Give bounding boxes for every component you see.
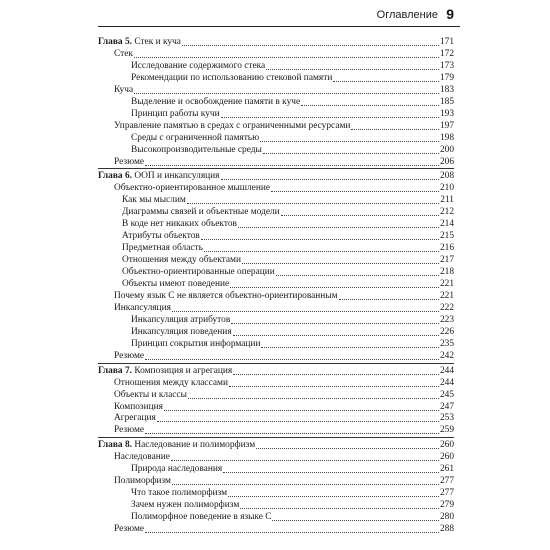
dot-leader xyxy=(263,144,439,154)
entry-page: 172 xyxy=(439,48,454,59)
dot-leader xyxy=(228,487,439,497)
subsection-entry xyxy=(122,194,454,206)
subsection-entry xyxy=(122,254,454,266)
subsection-entry xyxy=(131,96,454,108)
subsection-entry xyxy=(131,144,454,156)
dot-leader xyxy=(261,338,438,348)
entry-title: Объектно-ориентированное мышление xyxy=(114,183,271,194)
entry-title: Зачем нужен полиморфизм xyxy=(131,500,240,511)
entry-title: Резюме xyxy=(114,425,145,436)
entry-title: Объектно-ориентированные операции xyxy=(122,267,275,278)
entry-title: Куча xyxy=(114,84,134,95)
entry-page: 185 xyxy=(439,96,454,107)
entry-page: 211 xyxy=(440,195,454,206)
chapter-entry xyxy=(98,170,454,182)
subsection-entry xyxy=(131,132,454,144)
entry-title: Глава 8. Наследование и полиморфизм xyxy=(98,440,256,451)
section-entry xyxy=(114,475,454,487)
dot-leader xyxy=(157,412,439,422)
dot-leader xyxy=(266,60,439,70)
entry-title: Среды с ограниченной памятью xyxy=(131,132,260,143)
section-entry xyxy=(114,302,454,314)
entry-title: Инкапсуляция поведения xyxy=(131,326,232,337)
subsection-entry xyxy=(122,218,454,230)
subsection-entry xyxy=(122,242,454,254)
entry-page: 259 xyxy=(439,425,454,436)
entry-title: Управление памятью в средах с ограниченными ресурсами xyxy=(114,120,351,131)
entry-page: 226 xyxy=(439,326,454,337)
section-entry xyxy=(114,48,454,60)
entry-title: Рекомендации по использованию стековой памяти xyxy=(131,72,333,83)
entry-title: Атрибуты объектов xyxy=(122,231,200,242)
entry-title: Глава 6. ООП и инкапсуляция xyxy=(98,171,220,182)
entry-page: 218 xyxy=(439,267,454,278)
entry-page: 193 xyxy=(439,108,454,119)
entry-page: 206 xyxy=(439,156,454,167)
entry-title: Отношения между классами xyxy=(114,377,228,388)
section-entry xyxy=(114,182,454,194)
entry-title: Наследование xyxy=(114,452,170,463)
entry-title: Глава 7. Композиция и агрегация xyxy=(98,365,233,376)
dot-leader xyxy=(233,365,439,375)
subsection-entry xyxy=(131,463,454,475)
chapter-entry xyxy=(98,439,454,451)
entry-page: 183 xyxy=(439,84,454,95)
dot-leader xyxy=(134,48,439,58)
entry-page: 208 xyxy=(439,171,454,182)
subsection-entry xyxy=(131,326,454,338)
dot-leader xyxy=(281,206,439,216)
subsection-entry xyxy=(131,487,454,499)
entry-title: Исследование содержимого стека xyxy=(131,60,266,71)
dot-leader xyxy=(204,242,439,252)
section-entry xyxy=(114,156,454,168)
dot-leader xyxy=(221,170,439,180)
dot-leader xyxy=(272,511,438,521)
dot-leader xyxy=(242,254,439,264)
dot-leader xyxy=(172,302,439,312)
dot-leader xyxy=(276,266,439,276)
entry-page: 217 xyxy=(439,255,454,266)
dot-leader xyxy=(145,523,439,533)
section-entry xyxy=(114,290,454,302)
entry-page: 288 xyxy=(439,524,454,534)
entry-page: 242 xyxy=(439,350,454,361)
subsection-entry xyxy=(131,60,454,72)
entry-title: Инкапсуляция атрибутов xyxy=(131,314,231,325)
entry-title: Почему язык C не является объектно-ориентированным xyxy=(114,290,338,301)
entry-title: Резюме xyxy=(114,350,145,361)
entry-page: 280 xyxy=(439,512,454,523)
entry-page: 221 xyxy=(439,279,454,289)
dot-leader xyxy=(145,424,439,434)
dot-leader xyxy=(164,401,439,411)
entry-title: Принцип сокрытия информации xyxy=(131,338,261,349)
dot-leader xyxy=(301,96,439,106)
section-entry xyxy=(114,451,454,463)
dot-leader xyxy=(333,72,439,82)
subsection-entry xyxy=(131,314,454,326)
dot-leader xyxy=(134,84,439,94)
chapter-divider xyxy=(98,168,454,169)
dot-leader xyxy=(188,389,439,399)
section-entry xyxy=(114,120,454,132)
subsection-entry xyxy=(131,72,454,84)
chapter-divider xyxy=(98,437,454,438)
entry-page: 235 xyxy=(439,338,454,349)
entry-title: Выделение и освобождение памяти в куче xyxy=(131,96,301,107)
entry-title: Что такое полиморфизм xyxy=(131,488,228,499)
entry-page: 244 xyxy=(439,365,454,376)
entry-page: 247 xyxy=(439,401,454,412)
entry-page: 277 xyxy=(439,488,454,499)
entry-page: 244 xyxy=(439,377,454,388)
header-title: Оглавление xyxy=(376,9,438,21)
dot-leader xyxy=(256,439,439,449)
entry-title: Объекты и классы xyxy=(114,389,187,400)
subsection-entry xyxy=(131,499,454,511)
dot-leader xyxy=(171,451,439,461)
entry-page: 223 xyxy=(439,314,454,325)
entry-page: 171 xyxy=(439,37,454,47)
dot-leader xyxy=(223,463,439,473)
entry-title: Диаграммы связей и объектные модели xyxy=(122,207,280,218)
running-header xyxy=(98,0,460,27)
entry-page: 260 xyxy=(439,452,454,463)
section-entry xyxy=(114,350,454,362)
chapter-entry xyxy=(98,365,454,377)
entry-title: Агрегация xyxy=(114,413,156,424)
entry-title: Инкапсуляция xyxy=(114,302,171,313)
dot-leader xyxy=(233,326,439,336)
subsection-entry xyxy=(122,266,454,278)
dot-leader xyxy=(271,182,439,192)
dot-leader xyxy=(145,350,439,360)
entry-title: В коде нет никаких объектов xyxy=(122,219,237,230)
entry-page: 221 xyxy=(439,290,454,301)
chapter-entry xyxy=(98,36,454,48)
section-entry xyxy=(114,523,454,535)
dot-leader xyxy=(339,290,439,300)
entry-title: Глава 5. Стек и куча xyxy=(98,37,181,47)
page-number: 9 xyxy=(446,6,454,22)
dot-leader xyxy=(351,120,439,130)
entry-page: 253 xyxy=(439,413,454,424)
subsection-entry xyxy=(131,108,454,120)
entry-page: 173 xyxy=(439,60,454,71)
section-entry xyxy=(114,424,454,436)
entry-page: 200 xyxy=(439,144,454,155)
subsection-entry xyxy=(122,206,454,218)
entry-title: Принцип работы кучи xyxy=(131,108,220,119)
entry-page: 222 xyxy=(439,302,454,313)
dot-leader xyxy=(231,314,439,324)
entry-title: Высокопроизводительные среды xyxy=(131,144,262,155)
entry-page: 279 xyxy=(439,500,454,511)
entry-title: Полиморфное поведение в языке C xyxy=(131,512,272,523)
dot-leader xyxy=(260,132,439,142)
dot-leader xyxy=(230,278,439,288)
dot-leader xyxy=(240,499,439,509)
entry-page: 245 xyxy=(439,389,454,400)
entry-title: Резюме xyxy=(114,524,145,534)
entry-page: 179 xyxy=(439,72,454,83)
entry-title: Как мы мыслим xyxy=(122,195,186,206)
entry-title: Резюме xyxy=(114,156,145,167)
entry-title: Композиция xyxy=(114,401,163,412)
section-entry xyxy=(114,401,454,413)
entry-title: Полиморфизм xyxy=(114,476,171,487)
dot-leader xyxy=(229,377,439,387)
section-entry xyxy=(114,84,454,96)
section-entry xyxy=(114,412,454,424)
entry-page: 215 xyxy=(439,231,454,242)
entry-page: 277 xyxy=(439,476,454,487)
entry-title: Объекты имеют поведение xyxy=(122,279,230,289)
entry-page: 261 xyxy=(439,464,454,475)
dot-leader xyxy=(145,156,439,166)
dot-leader xyxy=(238,218,439,228)
entry-page: 198 xyxy=(439,132,454,143)
entry-page: 197 xyxy=(439,120,454,131)
entry-title: Стек xyxy=(114,48,133,59)
dot-leader xyxy=(221,108,439,118)
entry-title: Предметная область xyxy=(122,243,203,254)
dot-leader xyxy=(172,475,439,485)
dot-leader xyxy=(182,36,439,46)
entry-page: 216 xyxy=(439,243,454,254)
subsection-entry xyxy=(131,338,454,350)
entry-page: 212 xyxy=(439,207,454,218)
section-entry xyxy=(114,389,454,401)
dot-leader xyxy=(201,230,439,240)
entry-title: Природа наследования xyxy=(131,464,223,475)
chapter-divider xyxy=(98,363,454,364)
entry-page: 214 xyxy=(439,219,454,230)
dot-leader xyxy=(187,194,439,204)
subsection-entry xyxy=(131,511,454,523)
section-entry xyxy=(114,377,454,389)
subsection-entry xyxy=(122,230,454,242)
entry-page: 260 xyxy=(439,440,454,451)
entry-title: Отношения между объектами xyxy=(122,255,241,266)
entry-page: 210 xyxy=(439,183,454,194)
subsection-entry xyxy=(122,278,454,290)
